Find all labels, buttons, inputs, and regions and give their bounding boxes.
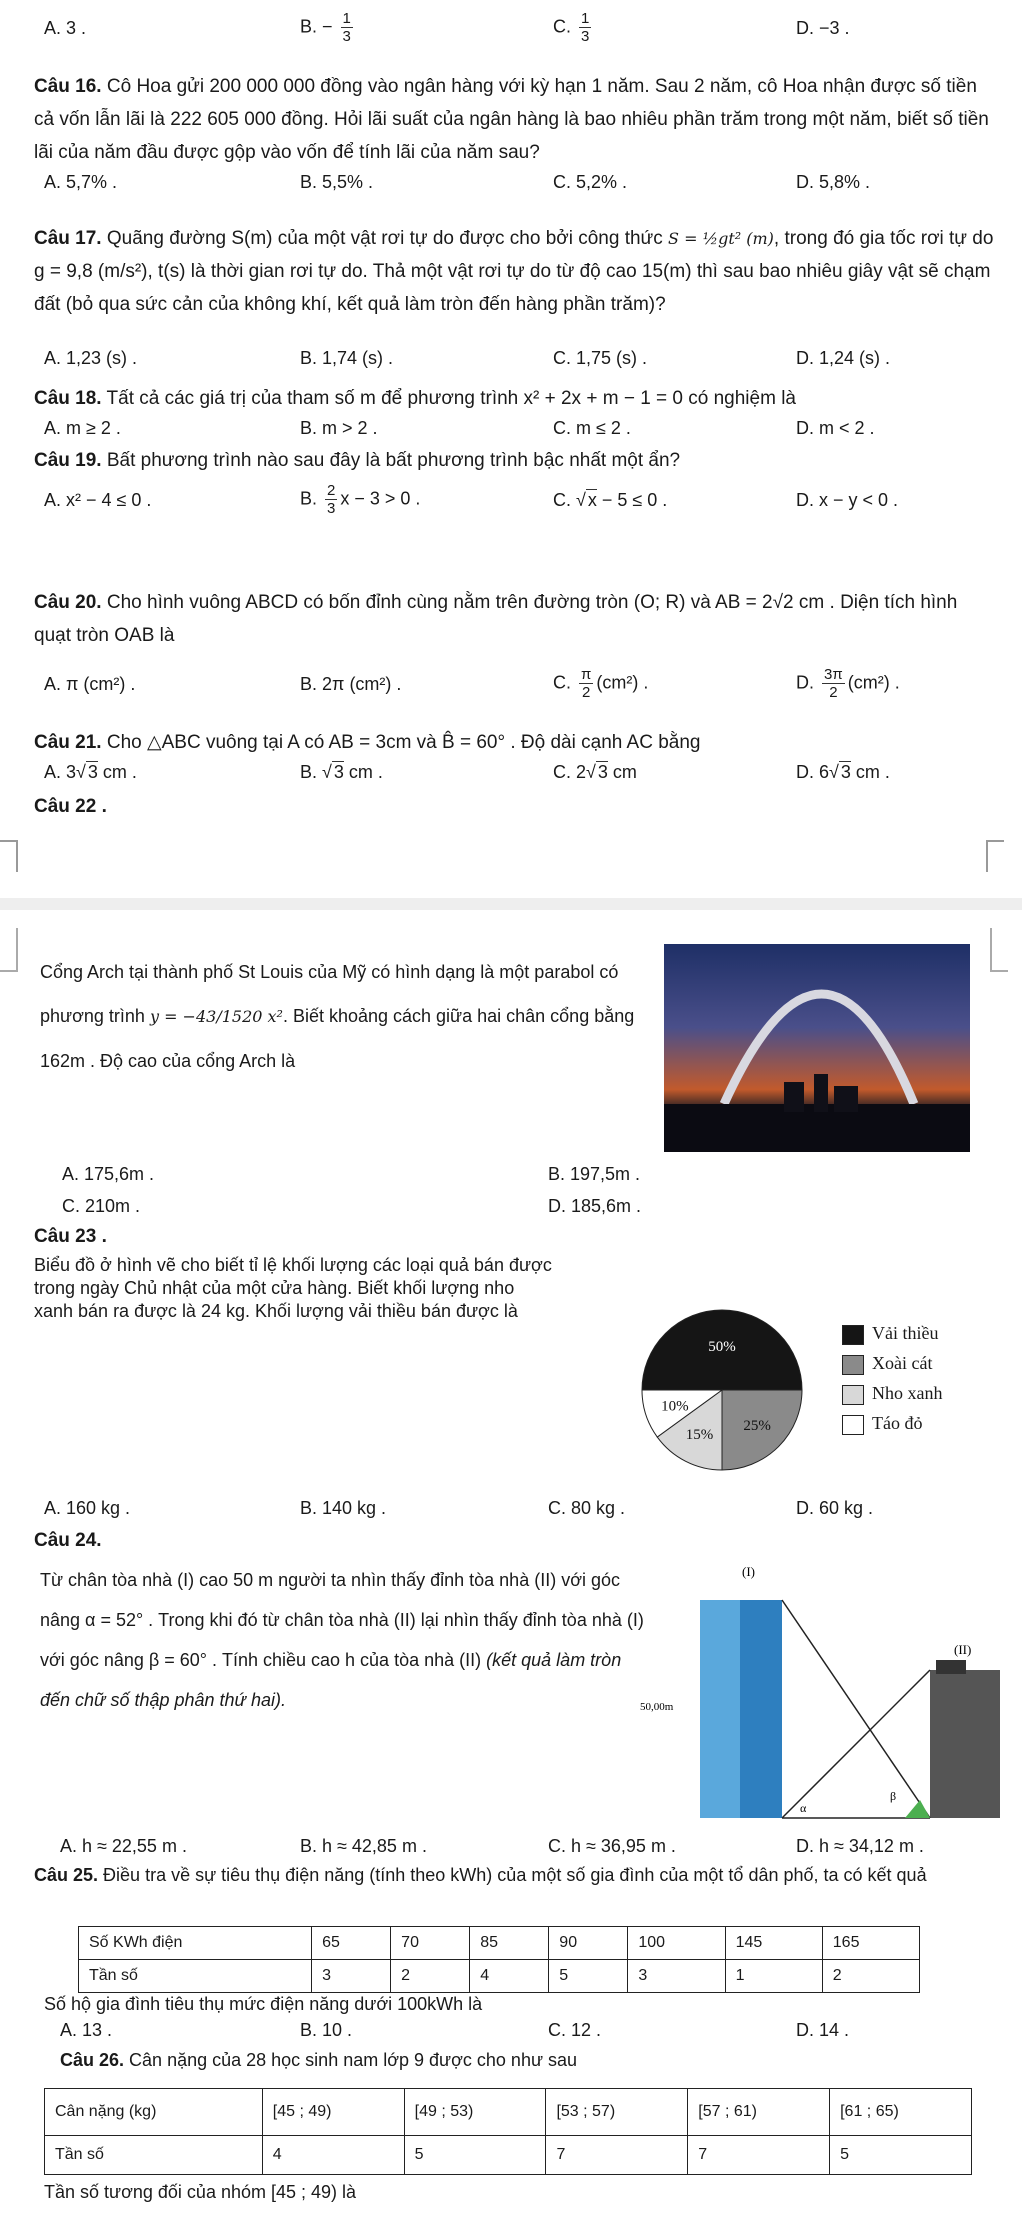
table-cell: 5 — [404, 2136, 546, 2175]
q22-opt-a: A. 175,6m . — [62, 1164, 155, 1184]
q16-opt-b: B. 5,5% . — [300, 172, 374, 192]
pie-data-label: 50% — [708, 1339, 736, 1355]
question-number: Câu 20. — [34, 592, 102, 613]
angle-marker — [905, 1800, 930, 1818]
table-cell: 65 — [312, 1927, 391, 1960]
formula: y = −43/1520 x² — [149, 1007, 283, 1026]
q16-opt-d: D. 5,8% . — [796, 172, 871, 192]
table-cell: 85 — [470, 1927, 549, 1960]
legend-label: Vải thiều — [872, 1323, 939, 1343]
pie-data-label: 25% — [743, 1418, 771, 1435]
q21-opt-d: D. 6√ 3 cm . — [796, 762, 890, 782]
legend-label: Nho xanh — [872, 1383, 943, 1403]
question-text-cont: , trong đó gia tốc rơi tự do g = 9,8 (m/s²), t(s) là thời gian rơi tự do. Thả một vật rơi tự do từ độ cao 15(m) thì sau bao nhiêu giây vật sẽ chạm đất (bỏ qua sức cản của không khí, kết quả làm tròn đến hàng phần trăm)? — [34, 228, 994, 315]
formula: S = ½gt² (m) — [668, 229, 774, 248]
table-cell: 4 — [470, 1960, 549, 1993]
q15-opt-b: B. − $\frac{1}{3}$ — [300, 10, 351, 45]
arch-illustration — [664, 944, 970, 1152]
legend-item — [842, 1348, 943, 1378]
height-label: 50,00m — [640, 1701, 674, 1713]
q21-opt-b: B. √ 3 cm . — [300, 762, 383, 782]
question-number: Câu 18. — [34, 388, 102, 409]
table-header: Tần số — [45, 2136, 263, 2175]
question-24 — [40, 1560, 650, 1720]
question-23-number: Câu 23 . — [34, 1226, 107, 1247]
question-text: Cho △ABC vuông tại A có AB = 3cm và B̂ = 60° . Độ dài cạnh AC bằng — [106, 732, 701, 753]
pie-chart — [600, 1300, 840, 1480]
q22-opt-b: B. 197,5m . — [548, 1164, 641, 1184]
table-cell: 1 — [725, 1960, 822, 1993]
q21-opt-a: A. 3√ 3 cm . — [44, 762, 137, 782]
table-cell: [57 ; 61) — [688, 2089, 830, 2136]
question-17 — [34, 222, 994, 321]
legend-swatch — [842, 1325, 864, 1345]
table-cell: 7 — [688, 2136, 830, 2175]
building-2 — [930, 1670, 1000, 1818]
q26-question: Tần số tương đối của nhóm [45 ; 49) là — [44, 2182, 357, 2202]
question-22-number: Câu 22 . — [34, 796, 107, 817]
q17-opt-c: C. 1,75 (s) . — [553, 348, 648, 368]
q18-opt-b: B. m > 2 . — [300, 418, 378, 438]
q18-opt-a: A. m ≥ 2 . — [44, 418, 121, 438]
legend-label: Xoài cát — [872, 1353, 933, 1373]
table-cell: 2 — [391, 1960, 470, 1993]
question-number: Câu 16. — [34, 76, 102, 97]
question-24-number: Câu 24. — [34, 1530, 102, 1551]
q15-opt-c: C. $\frac{1}{3}$ — [553, 10, 590, 45]
q19-opt-a: A. x² − 4 ≤ 0 . — [44, 490, 152, 510]
q15-opt-d: D. −3 . — [796, 18, 850, 38]
sight-line-alpha — [782, 1670, 930, 1818]
question-number: Câu 19. — [34, 450, 102, 471]
question-number: Câu 21. — [34, 732, 102, 753]
q24-opt-b: B. h ≈ 42,85 m . — [300, 1836, 427, 1856]
q25-opt-c: C. 12 . — [548, 2020, 602, 2040]
legend-swatch — [842, 1385, 864, 1405]
table-cell: 165 — [822, 1927, 919, 1960]
table-cell: 5 — [830, 2136, 972, 2175]
question-18 — [34, 382, 994, 415]
q20-opt-c: C. $\frac{\pi}{2}$ (cm²) . — [553, 666, 649, 701]
page-corner-right-2 — [990, 928, 1008, 972]
q24-opt-c: C. h ≈ 36,95 m . — [548, 1836, 676, 1856]
question-number: Câu 26. — [60, 2050, 125, 2070]
q22-opt-c: C. 210m . — [62, 1196, 141, 1216]
table-cell: 3 — [628, 1960, 725, 1993]
question-text: Cổng Arch tại thành phố St Louis của Mỹ có hình dạng là một parabol có phương trình — [40, 962, 619, 1026]
legend-swatch — [842, 1355, 864, 1375]
page-corner-right — [986, 840, 1004, 872]
q17-opt-a: A. 1,23 (s) . — [44, 348, 138, 368]
buildings-figure — [640, 1560, 1020, 1828]
pie-data-label: 10% — [661, 1398, 689, 1415]
page-separator — [0, 898, 1022, 910]
q15-opt-a: A. 3 . — [44, 18, 87, 38]
table-row — [45, 2136, 972, 2175]
beta-label: β — [890, 1789, 897, 1803]
alpha-label: α — [800, 1801, 807, 1815]
kwh-table — [78, 1926, 920, 1993]
q25-opt-d: D. 14 . — [796, 2020, 850, 2040]
building-1-label: (I) — [742, 1564, 755, 1579]
question-text: Cho hình vuông ABCD có bốn đỉnh cùng nằm trên đường tròn (O; R) và AB = 2√2 cm . Diện tích hình quạt tròn OAB là — [34, 592, 958, 646]
q17-opt-b: B. 1,74 (s) . — [300, 348, 394, 368]
question-text-cont: . Biết khoảng cách giữa hai chân cổng bằng 162m . Độ cao của cổng Arch là — [40, 1006, 635, 1071]
table-cell: 7 — [546, 2136, 688, 2175]
legend-item — [842, 1408, 943, 1438]
q16-opt-a: A. 5,7% . — [44, 172, 118, 192]
question-19 — [34, 444, 994, 477]
q20-opt-d: D. $\frac{3\pi}{2}$ (cm²) . — [796, 666, 900, 701]
page-corner-left — [0, 840, 18, 872]
table-header: Cân nặng (kg) — [45, 2089, 263, 2136]
q25-opt-b: B. 10 . — [300, 2020, 353, 2040]
q23-opt-b: B. 140 kg . — [300, 1498, 387, 1518]
table-cell: 90 — [549, 1927, 628, 1960]
legend-swatch — [842, 1415, 864, 1435]
question-22 — [40, 950, 660, 1083]
building-2-label: (II) — [954, 1642, 972, 1657]
q24-opt-a: A. h ≈ 22,55 m . — [60, 1836, 187, 1856]
table-cell: [61 ; 65) — [830, 2089, 972, 2136]
question-note: (kết quả làm tròn đến chữ số thập phân thứ hai). — [40, 1650, 622, 1710]
question-number: Câu 17. — [34, 228, 102, 249]
legend-item — [842, 1318, 943, 1348]
table-cell: [53 ; 57) — [546, 2089, 688, 2136]
q23-opt-d: D. 60 kg . — [796, 1498, 874, 1518]
legend-item — [842, 1378, 943, 1408]
sight-line-beta — [782, 1600, 930, 1818]
table-cell: 3 — [312, 1960, 391, 1993]
question-text: Điều tra về sự tiêu thụ điện năng (tính theo kWh) của một số gia đình của một tổ dân phố, ta có kết quả — [103, 1865, 927, 1885]
q19-opt-c: C. √ x − 5 ≤ 0 . — [553, 490, 668, 510]
question-number: Câu 25. — [34, 1865, 99, 1885]
table-row — [45, 2089, 972, 2136]
question-25 — [34, 1862, 994, 1888]
q19-opt-d: D. x − y < 0 . — [796, 490, 899, 510]
q19-opt-b: B. $\frac{2}{3}$ x − 3 > 0 . — [300, 482, 421, 517]
question-text: Cô Hoa gửi 200 000 000 đồng vào ngân hàng với kỳ hạn 1 năm. Sau 2 năm, cô Hoa nhận được số tiền cả vốn lẫn lãi là 222 605 000 đồng. Hỏi lãi suất của ngân hàng là bao nhiêu phần trăm trong một năm, biết số tiền lãi của năm đầu được gộp vào vốn để tính lãi của năm sau? — [34, 76, 989, 163]
table-row — [79, 1960, 920, 1993]
question-text: Từ chân tòa nhà (I) cao 50 m người ta nhìn thấy đỉnh tòa nhà (II) với góc nâng α = 52° . Trong khi đó từ chân tòa nhà (II) lại nhìn thấy đỉnh tòa nhà (I) với góc nâng β = 60° . Tính chiều cao h của tòa nhà (II) — [40, 1570, 644, 1670]
q18-opt-d: D. m < 2 . — [796, 418, 875, 438]
table-cell: 2 — [822, 1960, 919, 1993]
q18-opt-c: C. m ≤ 2 . — [553, 418, 631, 438]
question-21 — [34, 726, 994, 759]
table-row — [79, 1927, 920, 1960]
q20-opt-b: B. 2π (cm²) . — [300, 674, 402, 694]
q23-opt-a: A. 160 kg . — [44, 1498, 131, 1518]
pie-legend — [842, 1318, 943, 1438]
table-cell: [45 ; 49) — [262, 2089, 404, 2136]
question-text: Tất cả các giá trị của tham số m để phương trình x² + 2x + m − 1 = 0 có nghiệm là — [106, 388, 796, 409]
table-cell: 4 — [262, 2136, 404, 2175]
table-header: Số KWh điện — [79, 1927, 312, 1960]
question-26 — [60, 2050, 577, 2071]
table-header: Tần số — [79, 1960, 312, 1993]
question-text: Bất phương trình nào sau đây là bất phương trình bậc nhất một ẩn? — [106, 450, 681, 471]
table-cell: [49 ; 53) — [404, 2089, 546, 2136]
table-cell: 70 — [391, 1927, 470, 1960]
q21-opt-c: C. 2√ 3 cm — [553, 762, 637, 782]
question-23: Biểu đồ ở hình vẽ cho biết tỉ lệ khối lượng các loại quả bán được trong ngày Chủ nhật của một cửa hàng. Biết khối lượng nho xanh bán ra được là 24 kg. Khối lượng vải thiều bán được là — [34, 1255, 552, 1321]
weight-table — [44, 2088, 972, 2175]
q20-opt-a: A. π (cm²) . — [44, 674, 136, 694]
q24-opt-d: D. h ≈ 34,12 m . — [796, 1836, 924, 1856]
pie-data-label: 15% — [685, 1427, 714, 1444]
q17-opt-d: D. 1,24 (s) . — [796, 348, 891, 368]
page-corner-left-2 — [0, 928, 18, 972]
question-text: Cân nặng của 28 học sinh nam lớp 9 được cho như sau — [129, 2050, 578, 2070]
q25-question: Số hộ gia đình tiêu thụ mức điện năng dưới 100kWh là — [44, 1994, 483, 2014]
question-20 — [34, 586, 994, 652]
table-cell: 100 — [628, 1927, 725, 1960]
q25-opt-a: A. 13 . — [60, 2020, 113, 2040]
arch-photo — [664, 944, 970, 1152]
table-cell: 145 — [725, 1927, 822, 1960]
table-cell: 5 — [549, 1960, 628, 1993]
question-text: Quãng đường S(m) của một vật rơi tự do được cho bởi công thức — [106, 228, 663, 249]
question-16 — [34, 70, 994, 169]
legend-label: Táo đỏ — [872, 1413, 923, 1433]
q23-opt-c: C. 80 kg . — [548, 1498, 626, 1518]
q22-opt-d: D. 185,6m . — [548, 1196, 642, 1216]
q16-opt-c: C. 5,2% . — [553, 172, 628, 192]
